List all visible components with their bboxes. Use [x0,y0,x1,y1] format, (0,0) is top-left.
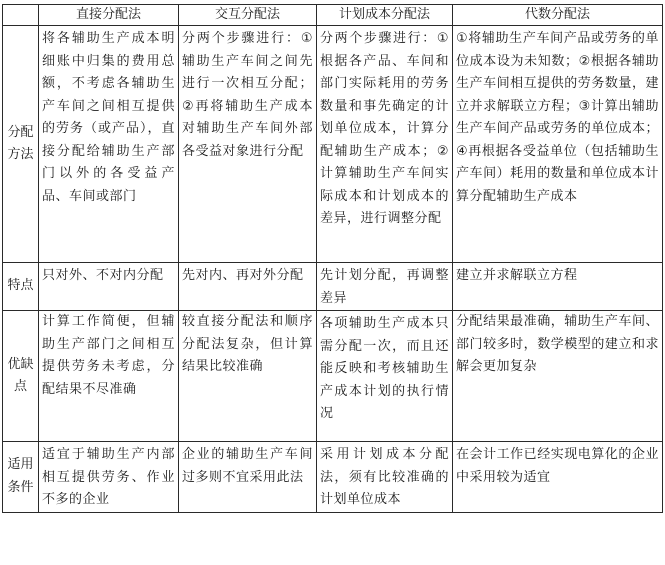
table-row [3,26,663,263]
table-cell: 先对内、再对外分配 [179,263,317,311]
table-cell: 只对外、不对内分配 [39,263,179,311]
table-row [3,442,663,513]
header-algebraic-allocation: 代数分配法 [453,5,663,26]
row-label-feature: 特点 [3,263,39,311]
table-cell: 采用计划成本分配法，须有比较准确的计划单位成本 [317,442,453,513]
row-label-method: 分配方法 [3,26,39,263]
header-reciprocal-allocation: 交互分配法 [179,5,317,26]
header-direct-allocation: 直接分配法 [39,5,179,26]
table-cell: 在会计工作已经实现电算化的企业中采用较为适宜 [453,442,663,513]
table-cell: 企业的辅助生产车间过多则不宜采用此法 [179,442,317,513]
table-cell: 较直接分配法和顺序分配法复杂，但计算结果比较准确 [179,311,317,442]
table-row [3,311,663,442]
table-cell: 各项辅助生产成本只需分配一次，而且还能反映和考核辅助生产成本计划的执行情况 [317,311,453,442]
table-cell: 分两个步骤进行：①辅助生产车间之间先进行一次相互分配；②再将辅助生产成本对辅助生产车间外部各受益对象进行分配 [179,26,317,263]
row-label-pros-cons: 优缺点 [3,311,39,442]
table-cell: 分两个步骤进行：①根据各产品、车间和部门实际耗用的劳务数量和事先确定的计划单位成本，计算分配辅助生产成本；②计算辅助生产车间实际成本和计划成本的差异，进行调整分配 [317,26,453,263]
header-corner [3,5,39,26]
row-label-applicable: 适用条件 [3,442,39,513]
table-cell: 先计划分配，再调整差异 [317,263,453,311]
table-cell: 适宜于辅助生产内部相互提供劳务、作业不多的企业 [39,442,179,513]
table-row [3,263,663,311]
table-cell: 分配结果最准确，辅助生产车间、部门较多时，数学模型的建立和求解会更加复杂 [453,311,663,442]
table-cell: ①将辅助生产车间产品或劳务的单位成本设为未知数；②根据各辅助生产车间相互提供的劳务数量，建立并求解联立方程；③计算出辅助生产车间产品或劳务的单位成本；④再根据各受益单位（包括辅助生产车间）耗用的数量和单位成本计算分配辅助生产成本 [453,26,663,263]
table-cell: 计算工作简便，但辅助生产部门之间相互提供劳务未考虑，分配结果不尽准确 [39,311,179,442]
header-row [3,5,663,26]
allocation-methods-table [2,4,663,513]
header-planned-cost-allocation: 计划成本分配法 [317,5,453,26]
table-cell: 将各辅助生产成本明细账中归集的费用总额，不考虑各辅助生产车间之间相互提供的劳务（或产品），直接分配给辅助生产部门以外的各受益产品、车间或部门 [39,26,179,263]
table-cell: 建立并求解联立方程 [453,263,663,311]
